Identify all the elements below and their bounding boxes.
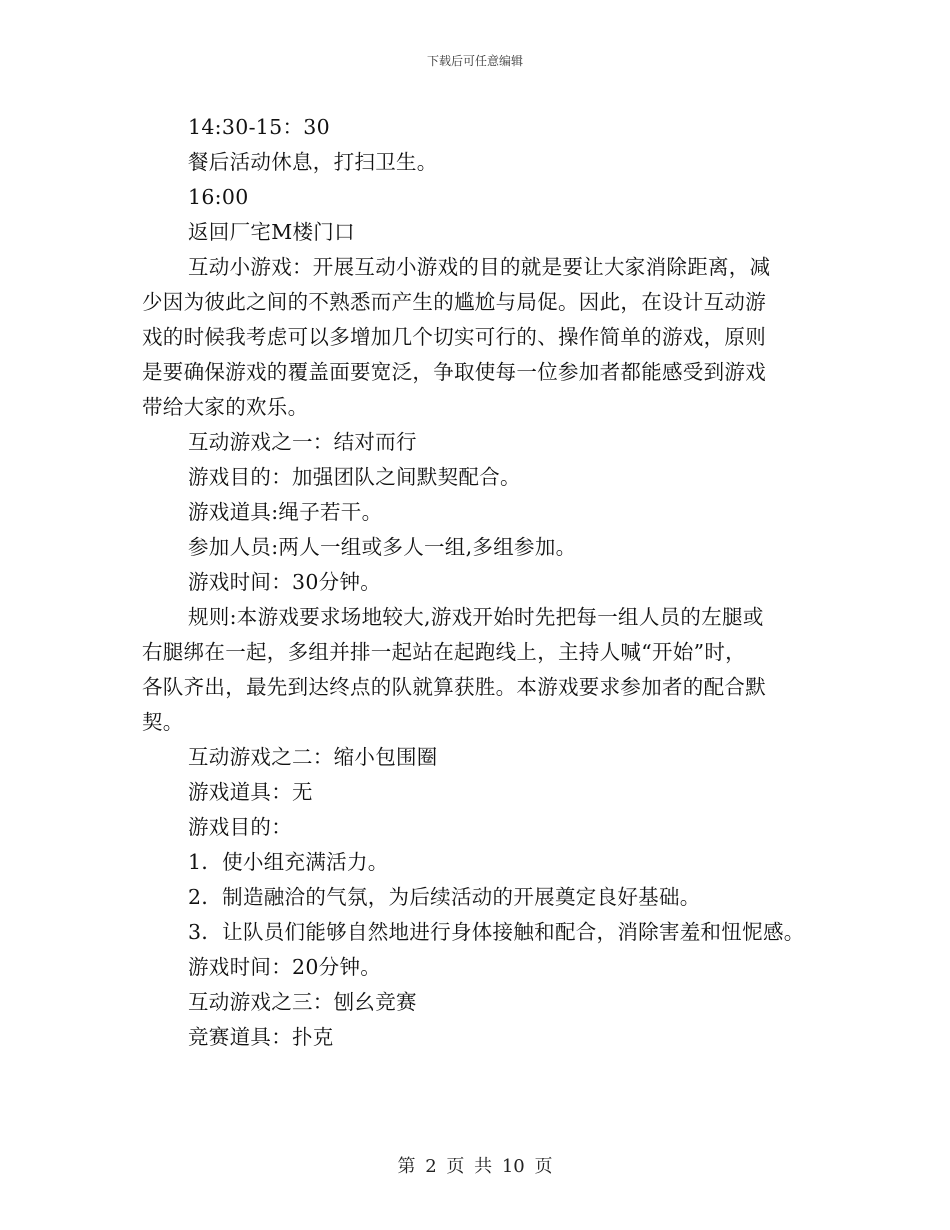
text-line: 游戏道具:绳子若干。 xyxy=(188,500,383,524)
section-heading: 互动游戏之二：缩小包围圈 xyxy=(188,745,438,769)
text-line: 游戏目的： xyxy=(188,815,292,839)
paragraph-line: 是要确保游戏的覆盖面要宽泛，争取使每一位参加者都能感受到游戏 xyxy=(142,360,766,384)
paragraph-line: 戏的时候我考虑可以多增加几个切实可行的、操作简单的游戏，原则 xyxy=(142,325,766,349)
page-header: 下载后可任意编辑 xyxy=(426,54,523,68)
text-line: 返回厂宅M楼门口 xyxy=(188,220,355,244)
text-line: 竞赛道具：扑克 xyxy=(188,1025,334,1049)
text-line: 游戏道具：无 xyxy=(188,780,313,804)
section-heading: 互动游戏之一：结对而行 xyxy=(188,430,417,454)
page-footer: 第 2 页 共 10 页 xyxy=(397,1156,553,1177)
paragraph-line: 右腿绑在一起，多组并排一起站在起跑线上，主持人喊“开始”时， xyxy=(142,640,746,664)
paragraph-line: 规则:本游戏要求场地较大,游戏开始时先把每一组人员的左腿或 xyxy=(188,605,764,629)
list-item: 2．制造融洽的气氛，为后续活动的开展奠定良好基础。 xyxy=(188,885,701,909)
list-item: 1．使小组充满活力。 xyxy=(188,850,389,874)
document-body xyxy=(142,110,822,1055)
text-line: 游戏时间：30分钟。 xyxy=(188,570,382,594)
text-line: 16:00 xyxy=(188,185,249,209)
section-heading: 互动游戏之三：刨幺竞赛 xyxy=(188,990,417,1014)
paragraph-line: 契。 xyxy=(142,710,184,734)
text-line: 游戏目的：加强团队之间默契配合。 xyxy=(188,465,521,489)
text-line: 14:30-15：30 xyxy=(188,115,330,139)
paragraph-line: 带给大家的欢乐。 xyxy=(142,395,309,419)
text-line: 参加人员:两人一组或多人一组,多组参加。 xyxy=(188,535,577,559)
paragraph-line: 各队齐出，最先到达终点的队就算获胜。本游戏要求参加者的配合默 xyxy=(142,675,766,699)
text-line: 游戏时间：20分钟。 xyxy=(188,955,382,979)
text-line: 餐后活动休息，打扫卫生。 xyxy=(188,150,438,174)
paragraph-line: 少因为彼此之间的不熟悉而产生的尴尬与局促。因此，在设计互动游 xyxy=(142,290,766,314)
paragraph-line: 互动小游戏：开展互动小游戏的目的就是要让大家消除距离，减 xyxy=(188,255,771,279)
list-item: 3．让队员们能够自然地进行身体接触和配合，消除害羞和忸怩感。 xyxy=(188,920,805,944)
